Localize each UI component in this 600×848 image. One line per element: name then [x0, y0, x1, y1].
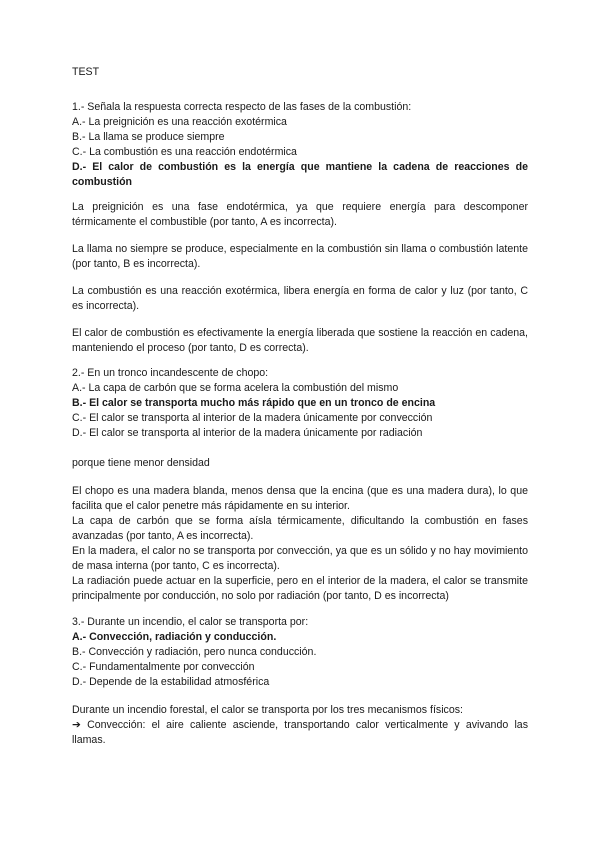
- q3-intro: Durante un incendio forestal, el calor se transporta por los tres mecanismos físicos:: [72, 704, 463, 716]
- q1-question: 1.- Señala la respuesta correcta respecto de las fases de la combustión:: [72, 101, 412, 113]
- q1-explanation-d: El calor de combustión es efectivamente la energía liberada que sostiene la reacción en cadena, manteniendo el proceso (por tanto, D es correcta).: [72, 327, 528, 354]
- document-title: TEST: [72, 66, 100, 78]
- q2-explanation-density: El chopo es una madera blanda, menos densa que la encina (que es una madera dura), lo que facilita que el calor penetre más rápidamente en su interior.: [72, 485, 528, 512]
- q2-question: 2.- En un tronco incandescente de chopo:: [72, 367, 269, 379]
- q1-explanation-a: La preignición es una fase endotérmica, ya que requiere energía para descomponer térmicamente el combustible (por tanto, A es incorrecta).: [72, 201, 528, 228]
- q3-correct-answer: A.- Convección, radiación y conducción.: [72, 631, 277, 643]
- q1-option-b: B.- La llama se produce siempre: [72, 131, 225, 143]
- q2-option-d: D.- El calor se transporta al interior de la madera únicamente por radiación: [72, 427, 423, 439]
- q1-explanation-c: La combustión es una reacción exotérmica, libera energía en forma de calor y luz (por tanto, C es incorrecta).: [72, 285, 528, 312]
- q3-option-b: B.- Convección y radiación, pero nunca conducción.: [72, 646, 317, 658]
- q2-explanation-d: La radiación puede actuar en la superficie, pero en el interior de la madera, el calor se transmite principalmente por conducción, no solo por radiación (por tanto, D es incorrecta): [72, 575, 528, 602]
- q3-bullet-text: Convección: el aire caliente asciende, transportando calor verticalmente y avivando las llamas.: [72, 719, 528, 746]
- q3-option-d: D.- Depende de la estabilidad atmosférica: [72, 676, 270, 688]
- q2-correct-answer: B.- El calor se transporta mucho más rápido que en un tronco de encina: [72, 397, 436, 409]
- q3-option-c: C.- Fundamentalmente por convección: [72, 661, 255, 673]
- arrow-right-icon: ➔: [72, 719, 81, 731]
- q2-explanation-c: En la madera, el calor no se transporta por convección, ya que es un sólido y no hay movimiento de masa interna (por tanto, C es incorrecta).: [72, 545, 528, 572]
- q2-option-c: C.- El calor se transporta al interior de la madera únicamente por convección: [72, 412, 433, 424]
- q1-correct-answer: D.- El calor de combustión es la energía que mantiene la cadena de reacciones de combustión: [72, 161, 528, 188]
- q1-option-a: A.- La preignición es una reacción exotérmica: [72, 116, 287, 128]
- q2-option-a: A.- La capa de carbón que se forma acelera la combustión del mismo: [72, 382, 399, 394]
- q1-explanation-b: La llama no siempre se produce, especialmente en la combustión sin llama o combustión latente (por tanto, B es incorrecta).: [72, 243, 528, 270]
- q1-option-c: C.- La combustión es una reacción endotérmica: [72, 146, 297, 158]
- q3-bullet-convection: [72, 718, 528, 748]
- q2-note: porque tiene menor densidad: [72, 457, 210, 469]
- q2-explanation-a: La capa de carbón que se forma aísla térmicamente, dificultando la combustión en fases avanzadas (por tanto, A es incorrecta).: [72, 515, 528, 542]
- q3-question: 3.- Durante un incendio, el calor se transporta por:: [72, 616, 309, 628]
